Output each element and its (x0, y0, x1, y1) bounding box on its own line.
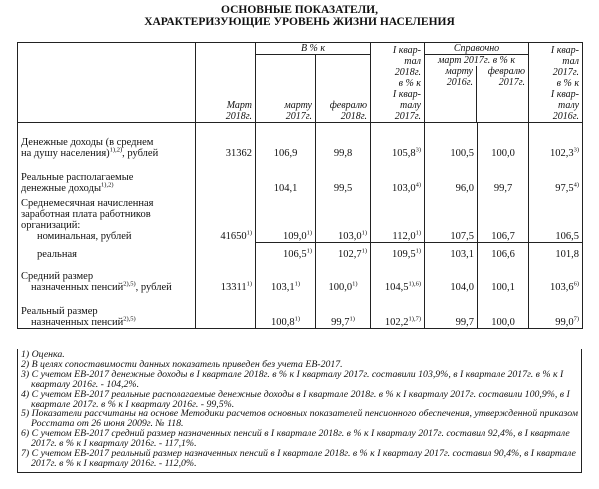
table-row-real-pensions (18, 293, 583, 329)
cell: 104,0 (425, 260, 478, 293)
cell: 99,8 (316, 123, 371, 160)
cell: 97,5$^{4)}$ (529, 159, 583, 194)
cell (196, 159, 256, 194)
cell: 103,0$^{1)}$ (316, 194, 371, 242)
table-row-wage-heading (18, 194, 583, 242)
cell: 104,1 (256, 159, 316, 194)
cell: 102,3$^{3)}$ (529, 123, 583, 160)
cell: 100,0 (478, 123, 529, 160)
document-title (0, 4, 599, 28)
cell: 106,7 (478, 194, 529, 242)
table-row-wage-real (18, 242, 583, 260)
header-group-ref: Справочно (425, 43, 529, 55)
title-line-2: ХАРАКТЕРИЗУЮЩИЕ УРОВЕНЬ ЖИЗНИ НАСЕЛЕНИЯ (144, 16, 455, 28)
header-ref-q1-2017: I квар- тал 2017г. в % к I квар- талу 2016г. (529, 43, 583, 123)
real-income-label: Реальные располагаемые денежные доходы$^{1),2)}$ (18, 159, 196, 194)
table-row-pensions (18, 260, 583, 293)
cell: 100,1 (478, 260, 529, 293)
cell: $102,2^{1),7)}$ (371, 293, 425, 329)
footnotes (17, 349, 582, 473)
wage-label: Среднемесячная начисленная заработная плата работников организаций: номинальная, рублей (18, 194, 196, 242)
cell: 99,7 (478, 159, 529, 194)
wage-real-label: реальная (18, 242, 196, 260)
cell: 103,6$^{6)}$ (529, 260, 583, 293)
cell: 100,5 (425, 123, 478, 160)
header-ref-vs-feb-2017: февралю 2017г. (487, 66, 525, 88)
table-row-real-income (18, 159, 583, 194)
income-label: Денежные доходы (в среднем на душу населения)$^{1),2)}$, рублей (18, 123, 196, 160)
cell: 13311$^{1)}$ (196, 260, 256, 293)
cell: 100,8$^{1)}$ (256, 293, 316, 329)
header-ref-vs-march-2016: марту 2016г. (425, 66, 477, 122)
footnote: 7) С учетом ЕВ-2017 реальный размер назначенных пенсий в I квартале 2018г. в % к I кварталу 2017г. составил 90,4%, в I квартале 2017г. в % к I кварталу 2016г. - 112,0%. (21, 448, 576, 469)
title-line-1: ОСНОВНЫЕ ПОКАЗАТЕЛИ, (221, 4, 378, 16)
cell (196, 242, 256, 260)
cell: 96,0 (425, 159, 478, 194)
cell (196, 293, 256, 329)
cell: 109,5$^{1)}$ (371, 242, 425, 260)
footnote: 3) С учетом ЕВ-2017 денежные доходы в I квартале 2018г. в % к I кварталу 2017г. составили 103,9%, в I квартале 2017г. в % к I кварталу 2016г. - 104,2%. (21, 368, 564, 390)
cell: 102,7$^{1)}$ (316, 242, 371, 260)
cell: 100,0 (478, 293, 529, 329)
cell: 106,9 (256, 123, 316, 160)
footnote: 4) С учетом ЕВ-2017 реальные располагаемые денежные доходы в I квартале 2018г. в % к I кварталу 2017г. составили 100,9%, в I квартале 2017г. в % к I кварталу 2016г. - 99,5%. (21, 388, 570, 410)
header-ref-subgroup (425, 55, 529, 123)
cell: 103,1 (425, 242, 478, 260)
cell: 99,7 (425, 293, 478, 329)
header-row-1 (18, 43, 583, 55)
table-row-income (18, 123, 583, 160)
cell: 109,0$^{1)}$ (256, 194, 316, 242)
wage-nominal-label: номинальная, рублей (37, 231, 132, 242)
footnote: 2) В целях сопоставимости данных показатель приведен без учета ЕВ-2017. (21, 358, 343, 370)
cell: 112,0$^{1)}$ (371, 194, 425, 242)
header-vs-march-2017: марту 2017г. (256, 55, 316, 123)
header-group-pct: В % к (256, 43, 371, 55)
pensions-label: Средний размер назначенных пенсий$^{2),5)}$, рублей (18, 260, 196, 293)
cell: 106,5$^{1)}$ (256, 242, 316, 260)
cell: 106,5 (529, 194, 583, 242)
real-pensions-label: Реальный размер назначенных пенсий$^{2),5)}$ (18, 293, 196, 329)
cell: 99,5 (316, 159, 371, 194)
header-ref-sub-label: март 2017г. в % к (437, 55, 516, 66)
cell: 103,0$^{4)}$ (371, 159, 425, 194)
cell: 41650$^{1)}$ (196, 194, 256, 242)
header-march-2018: Март 2018г. (196, 43, 256, 123)
footnote: 1) Оценка. (21, 349, 65, 360)
cell: 99,0$^{7)}$ (529, 293, 583, 329)
header-indicator-cell (18, 43, 196, 123)
cell: 101,8 (529, 242, 583, 260)
cell: $104,5^{1),6)}$ (371, 260, 425, 293)
cell: 107,5 (425, 194, 478, 242)
cell: 31362 (196, 123, 256, 160)
header-vs-feb-2018: февралю 2018г. (316, 55, 371, 123)
cell: 103,1$^{1)}$ (256, 260, 316, 293)
cell: 100,0$^{1)}$ (316, 260, 371, 293)
cell: 99,7$^{1)}$ (316, 293, 371, 329)
header-q1-2018: I квар- тал 2018г. в % к I квар- талу 2017г. (371, 43, 425, 123)
footnote: 6) С учетом ЕВ-2017 средний размер назначенных пенсий в I квартале 2018г. в % к I кварталу 2017г. составил 92,4%, в I квартале 2017г. в % к I кварталу 2016г. - 117,1%. (21, 428, 570, 450)
footnote: 5) Показатели рассчитаны на основе Методики расчетов основных показателей пенсионного обеспечения, утвержденной приказом Росстата от 26 июня 2009г. № 118. (21, 408, 578, 430)
cell: 106,6 (478, 242, 529, 260)
indicators-table (17, 42, 583, 329)
cell: 105,8$^{3)}$ (371, 123, 425, 160)
